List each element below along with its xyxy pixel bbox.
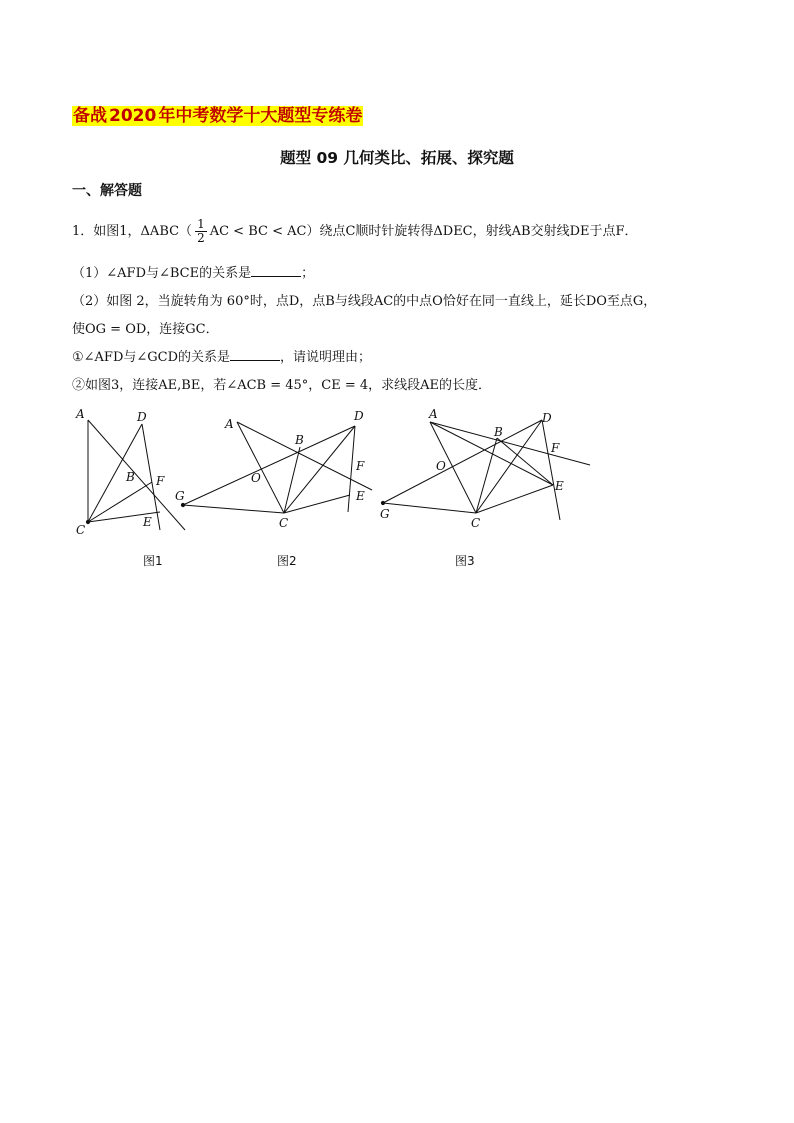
fig3-line-gd bbox=[383, 420, 542, 503]
figure-3 bbox=[381, 420, 590, 520]
answer-blank-2[interactable] bbox=[230, 348, 280, 361]
question-line-1: 1．如图1，ΔABC（ $\frac{1}{2}$ AC < BC < AC）绕点C顺时针旋转得ΔDEC，射线AB交射线DE于点F． bbox=[72, 217, 638, 245]
fig1-label-a: A bbox=[76, 407, 85, 421]
fig3-line-ae bbox=[430, 422, 553, 485]
answer-blank-1[interactable] bbox=[251, 264, 301, 277]
fig3-ray-de bbox=[542, 420, 560, 520]
fig3-label-b: B bbox=[494, 425, 503, 439]
fig3-label-f: F bbox=[551, 441, 560, 455]
fig1-ray-ab bbox=[88, 420, 185, 530]
fig2-label-e: E bbox=[356, 489, 365, 503]
fig2-label-f: F bbox=[356, 459, 365, 473]
fig3-line-cd bbox=[476, 420, 542, 513]
question-part-1: （1）∠AFD与∠BCE的关系是 ； bbox=[72, 266, 315, 281]
fig3-ray-ab bbox=[430, 422, 590, 465]
section-heading: 一、解答题 bbox=[72, 183, 142, 199]
page-title: 题型 09 几何类比、拓展、探究题 bbox=[280, 149, 514, 167]
fig2-label-a: A bbox=[225, 417, 234, 431]
fig1-caption: 图1 bbox=[143, 554, 163, 568]
fig2-line-ac bbox=[237, 422, 284, 513]
fig2-line-gc bbox=[183, 505, 284, 513]
banner-prefix: 备战 bbox=[73, 106, 107, 126]
figure-1 bbox=[86, 420, 185, 530]
banner-title bbox=[72, 104, 363, 128]
fig3-line-ce bbox=[476, 485, 553, 513]
question-part-2-line-2: 使OG = OD，连接GC． bbox=[72, 322, 219, 337]
fig1-label-d: D bbox=[137, 410, 147, 424]
banner-suffix: 年中考数学十大题型专练卷 bbox=[158, 106, 363, 126]
banner-year: 2020 bbox=[109, 106, 157, 126]
fig3-label-c: C bbox=[471, 516, 481, 530]
fig1-label-c: C bbox=[76, 523, 86, 537]
fig3-label-d: D bbox=[542, 411, 552, 425]
fig3-point-g bbox=[381, 501, 384, 504]
question-part-4: ②如图3，连接AE,BE，若∠ACB = 45°，CE = 4，求线段AE的长度． bbox=[72, 378, 492, 393]
fig2-label-o: O bbox=[251, 471, 261, 485]
geometry-figures bbox=[0, 400, 794, 580]
fraction-half: $\frac{1}{2}$ bbox=[197, 217, 205, 245]
fig2-label-b: B bbox=[295, 433, 304, 447]
fig2-label-d: D bbox=[354, 409, 364, 423]
fig2-label-c: C bbox=[279, 516, 289, 530]
fig3-line-gc bbox=[383, 503, 476, 513]
fig2-caption: 图2 bbox=[277, 554, 297, 568]
figure-2 bbox=[181, 422, 372, 513]
fig1-label-f: F bbox=[156, 474, 165, 488]
fig3-label-a: A bbox=[429, 407, 438, 421]
fig3-label-o: O bbox=[436, 459, 446, 473]
fig3-line-be bbox=[497, 438, 553, 485]
question-part-3: ①∠AFD与∠GCD的关系是 ，请说明理由； bbox=[72, 350, 372, 365]
fig2-line-ce bbox=[284, 495, 350, 513]
fig2-label-g: G bbox=[175, 489, 185, 503]
fig1-point-c bbox=[86, 520, 89, 523]
fig1-label-b: B bbox=[126, 470, 135, 484]
fig1-label-e: E bbox=[143, 515, 152, 529]
question-part-2-line-1: （2）如图 2，当旋转角为 60°时，点D，点B与线段AC的中点O恰好在同一直线上，延长DO至点G， bbox=[72, 294, 657, 309]
fig3-caption: 图3 bbox=[455, 554, 475, 568]
fig3-label-g: G bbox=[380, 507, 390, 521]
fig3-label-e: E bbox=[555, 479, 564, 493]
fig2-point-g bbox=[181, 503, 184, 506]
fig2-ray-de bbox=[348, 426, 355, 512]
